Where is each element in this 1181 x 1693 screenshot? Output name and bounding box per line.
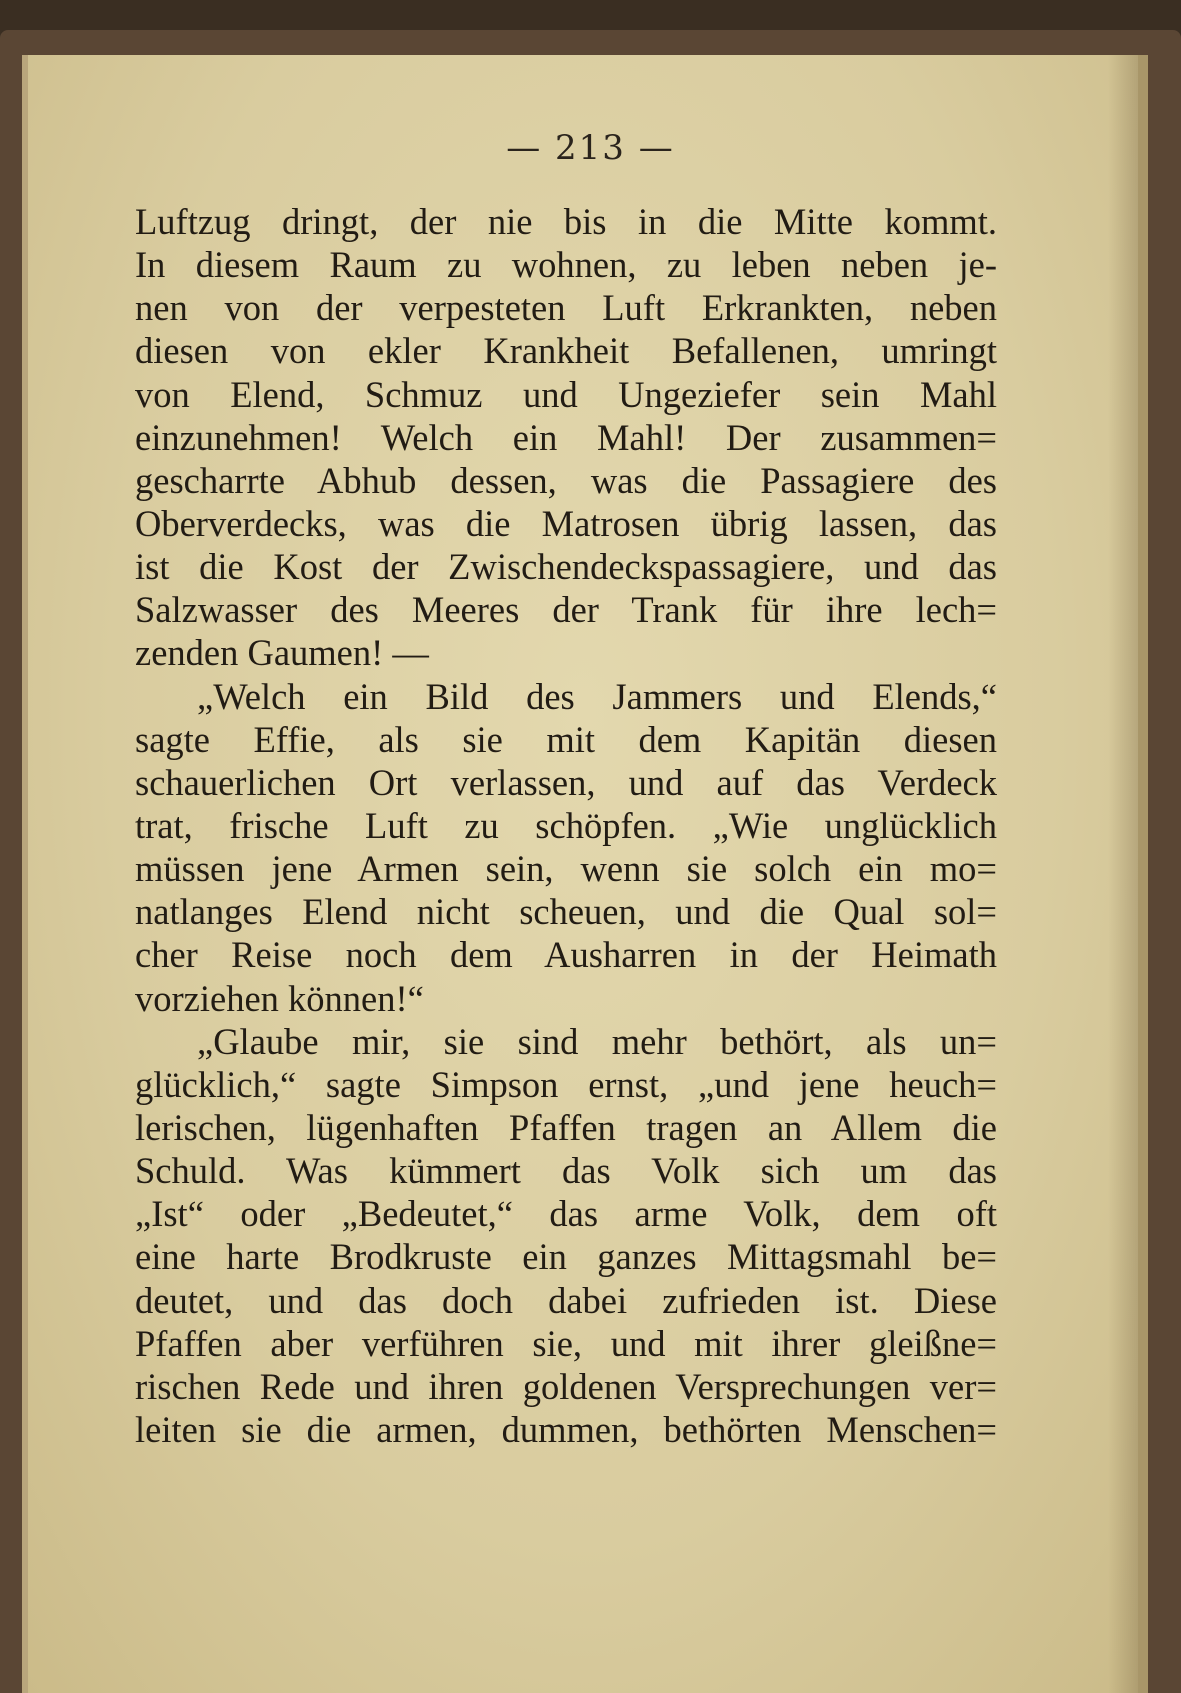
text-line: nen von der verpesteten Luft Erkrankten, neben — [135, 287, 997, 329]
text-line: vorziehen können!“ — [135, 977, 424, 1019]
text-line: eine harte Brodkruste ein ganzes Mittagsmahl be= — [135, 1236, 997, 1278]
text-line: von Elend, Schmuz und Ungeziefer sein Mahl — [135, 373, 997, 415]
text-line: schauerlichen Ort verlassen, und auf das Verdeck — [135, 761, 997, 803]
text-line: natlanges Elend nicht scheuen, und die Qual sol= — [135, 891, 997, 933]
body-text — [135, 200, 997, 1451]
text-line: müssen jene Armen sein, wenn sie solch ein mo= — [135, 848, 997, 890]
text-line: „Ist“ oder „Bedeutet,“ das arme Volk, dem oft — [135, 1193, 997, 1235]
text-line: cher Reise noch dem Ausharren in der Heimath — [135, 934, 997, 976]
page-number: — 213 — — [506, 128, 675, 168]
text-line: Salzwasser des Meeres der Trank für ihre lech= — [135, 589, 997, 631]
text-line: Pfaffen aber verführen sie, und mit ihrer gleißne= — [135, 1322, 997, 1364]
page-gutter-shadow — [1108, 55, 1138, 1693]
text-line: Oberverdecks, was die Matrosen übrig lassen, das — [135, 502, 997, 544]
text-line: deutet, und das doch dabei zufrieden ist. Diese — [135, 1279, 997, 1321]
text-line: glücklich,“ sagte Simpson ernst, „und jene heuch= — [135, 1063, 997, 1105]
text-line: Schuld. Was kümmert das Volk sich um das — [135, 1150, 997, 1192]
text-line: Luftzug dringt, der nie bis in die Mitte kommt. — [135, 201, 997, 242]
text-line: rischen Rede und ihren goldenen Versprechungen ver= — [135, 1365, 997, 1407]
text-line: ist die Kost der Zwischendeckspassagiere, und das — [135, 546, 997, 588]
text-line: „Glaube mir, sie sind mehr bethört, als un= — [197, 1020, 997, 1062]
text-line: trat, frische Luft zu schöpfen. „Wie unglücklich — [135, 804, 997, 846]
text-line: sagte Effie, als sie mit dem Kapitän diesen — [135, 718, 997, 760]
text-line: diesen von ekler Krankheit Befallenen, umringt — [135, 330, 997, 372]
text-line: lerischen, lügenhaften Pfaffen tragen an Allem die — [135, 1106, 997, 1148]
text-line: einzunehmen! Welch ein Mahl! Der zusammen= — [135, 416, 997, 458]
text-line: zenden Gaumen! — — [135, 632, 429, 674]
text-line: gescharrte Abhub dessen, was die Passagiere des — [135, 459, 997, 501]
text-line: leiten sie die armen, dummen, bethörten Menschen= — [135, 1408, 997, 1450]
text-line: In diesem Raum zu wohnen, zu leben neben je- — [135, 244, 997, 286]
text-line: „Welch ein Bild des Jammers und Elends,“ — [197, 675, 997, 717]
